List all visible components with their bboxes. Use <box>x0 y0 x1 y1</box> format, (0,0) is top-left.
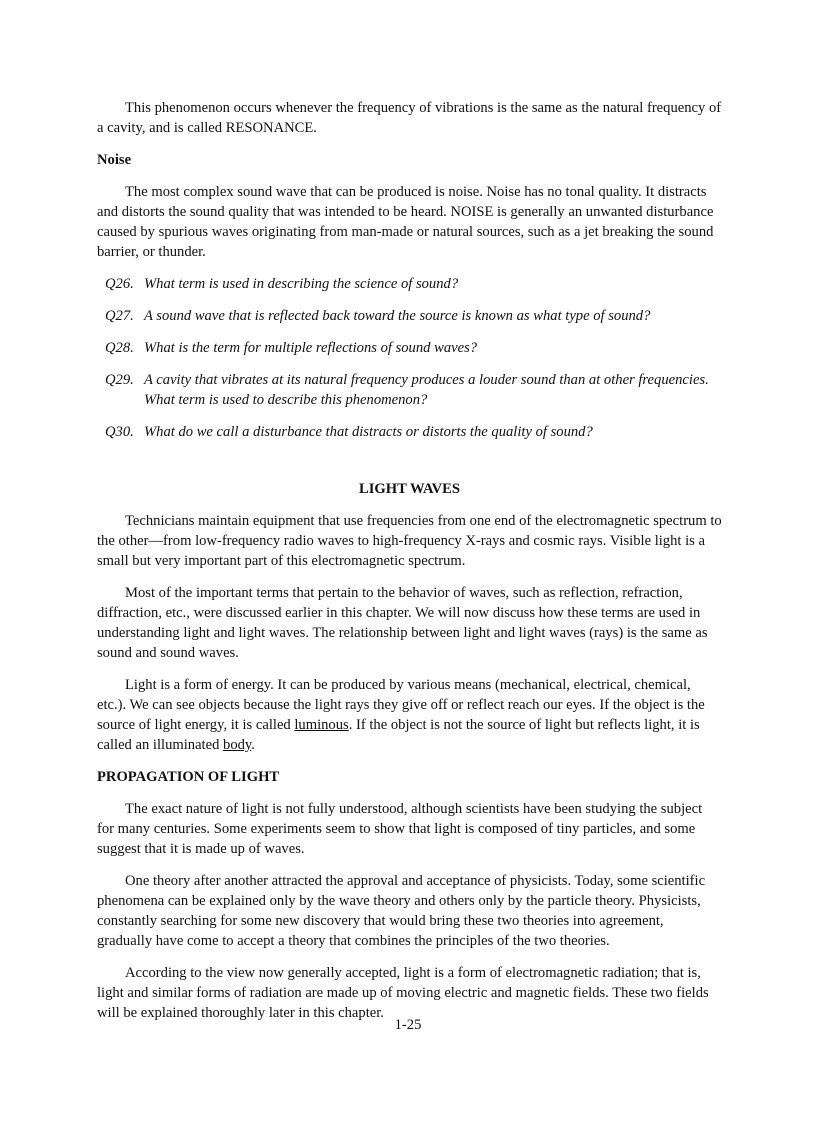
question-item <box>105 306 722 326</box>
light-waves-paragraph-2: Most of the important terms that pertain to the behavior of waves, such as reflection, refraction, diffraction, etc., were discussed earlier in this chapter. We will now discuss how these terms are used in understanding light and light waves. The relationship between light and light waves (rays) is the same as sound and sound waves. <box>97 585 708 661</box>
question-text: A cavity that vibrates at its natural frequency produces a louder sound than at other frequencies. What term is used to describe this phenomenon? <box>144 372 709 408</box>
propagation-paragraph-2: One theory after another attracted the approval and acceptance of physicists. Today, some scientific phenomena can be explained only by the wave theory and others only by the particle theory. Physicists, constantly searching for some new discovery that would bring these two theories into agreement, gradually have come to accept a theory that combines the principles of the two theories. <box>97 873 706 949</box>
noise-paragraph: The most complex sound wave that can be produced is noise. Noise has no tonal quality. It distracts and distorts the sound quality that was intended to be heard. NOISE is generally an unwanted disturbance caused by spurious waves originating from man-made or natural sources, such as a jet breaking the sound barrier, or thunder. <box>97 184 714 260</box>
question-number: Q28. <box>105 340 134 356</box>
text-run: . <box>251 737 255 753</box>
page-number: 1-25 <box>394 1017 422 1033</box>
propagation-heading: PROPAGATION OF LIGHT <box>97 769 280 785</box>
question-number: Q30. <box>105 424 134 440</box>
question-number: Q29. <box>105 372 134 388</box>
resonance-paragraph: This phenomenon occurs whenever the frequency of vibrations is the same as the natural frequency of a cavity, and is called RESONANCE. <box>97 100 722 136</box>
question-item <box>105 370 722 410</box>
light-waves-paragraph-1: Technicians maintain equipment that use frequencies from one end of the electromagnetic spectrum to the other—from low-frequency radio waves to high-frequency X-rays and cosmic rays. Visible light is a small but very important part of this electromagnetic spectrum. <box>97 513 722 569</box>
propagation-paragraph-3: According to the view now generally accepted, light is a form of electromagnetic radiation; that is, light and similar forms of radiation are made up of moving electric and magnetic fields. These two fields will be explained thoroughly later in this chapter. <box>97 965 709 1021</box>
document-page <box>97 98 722 1035</box>
question-item <box>105 338 722 358</box>
question-text: What is the term for multiple reflections of sound waves? <box>144 340 478 356</box>
question-number: Q26. <box>105 276 134 292</box>
text-run: . If the object is not the source of light but reflects light, it is called an illuminated <box>97 717 700 753</box>
term-luminous: luminous <box>294 717 349 733</box>
light-waves-title: LIGHT WAVES <box>359 481 460 497</box>
question-item <box>105 422 722 442</box>
question-text: What term is used in describing the science of sound? <box>144 276 459 292</box>
propagation-paragraph-1: The exact nature of light is not fully understood, although scientists have been studying the subject for many centuries. Some experiments seem to show that light is composed of tiny particles, and some suggest that it is made up of waves. <box>97 801 703 857</box>
light-waves-paragraph-3 <box>97 675 722 755</box>
question-text: A sound wave that is reflected back toward the source is known as what type of sound? <box>144 308 651 324</box>
question-text: What do we call a disturbance that distracts or distorts the quality of sound? <box>144 424 593 440</box>
term-body: body <box>223 737 252 753</box>
text-run: Light is a form of energy. It can be produced by various means (mechanical, electrical, chemical, etc.). We can see objects because the light rays they give off or reflect reach our eyes. If the object is the source of light energy, it is called <box>97 677 705 733</box>
review-questions <box>97 274 722 442</box>
question-number: Q27. <box>105 308 134 324</box>
noise-heading: Noise <box>97 152 132 168</box>
question-item <box>105 274 722 294</box>
